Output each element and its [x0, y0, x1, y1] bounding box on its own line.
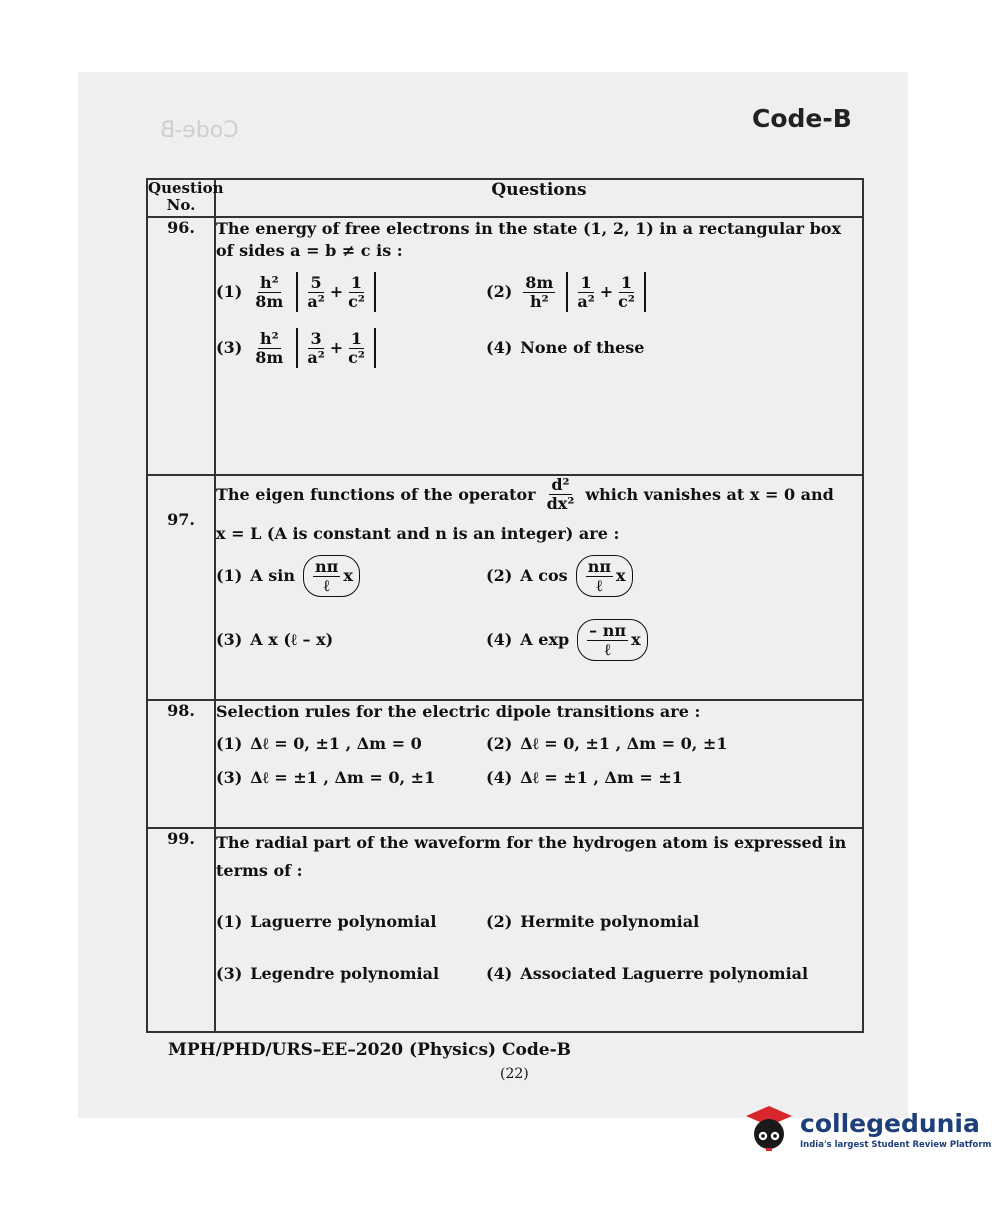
options-grid	[216, 911, 862, 985]
code-header: Code-B	[752, 104, 852, 133]
option-label: (2)	[486, 282, 513, 301]
collegedunia-logo	[744, 1104, 991, 1154]
paren-expression: $\frac{- n\pi}{\text{ℓ}}$ x	[577, 619, 647, 661]
option-4	[486, 337, 862, 359]
questions-header: Questions	[215, 179, 863, 217]
options-grid	[216, 272, 862, 368]
option-3: (3) A x (ℓ – x)	[216, 630, 334, 649]
question-number: 99.	[147, 828, 215, 1032]
option-2	[486, 272, 862, 312]
options-grid	[216, 555, 862, 661]
option-1: (1) Laguerre polynomial	[216, 912, 437, 931]
option-1: (1) Δℓ = 0, ±1 , Δm = 0	[216, 734, 422, 753]
question-stem: The radial part of the waveform for the hydrogen atom is expressed in terms of :	[216, 833, 847, 880]
logo-tagline: India's largest Student Review Platform	[800, 1139, 992, 1150]
paren-expression: $\frac{n\pi}{\text{ℓ}}$ x	[576, 555, 633, 597]
graduate-mascot-icon	[744, 1104, 794, 1154]
table-header-row	[147, 179, 863, 217]
option-label: (1)	[216, 282, 243, 301]
question-number: 96.	[147, 217, 215, 475]
option-text: None of these	[520, 338, 645, 357]
option-3	[216, 328, 486, 368]
page-number: (22)	[500, 1066, 529, 1082]
option-label: (4)	[486, 338, 513, 357]
prefactor-fraction: $\frac{\text{h²}}{8m}$	[255, 328, 284, 367]
question-body	[215, 828, 863, 1032]
option-3: (3) Legendre polynomial	[216, 964, 440, 983]
questions-table	[146, 178, 864, 1033]
question-body	[215, 700, 863, 828]
question-number: 98.	[147, 700, 215, 828]
option-1: (1) A sin $\frac{n\pi}{\text{ℓ}}$ x	[216, 555, 486, 597]
question-row-96	[147, 217, 863, 475]
question-no-header: Question No.	[147, 179, 215, 217]
bracket-expression: $\frac{1}{\text{a²}}$ + $\frac{1}{\text{c²}}$	[566, 272, 646, 312]
options-grid	[216, 733, 862, 789]
option-label: (3)	[216, 338, 243, 357]
option-4: (4) A exp $\frac{- n\pi}{\text{ℓ}}$ x	[486, 619, 862, 661]
bracket-expression: $\frac{5}{\text{a²}}$ + $\frac{1}{\text{c²}}$	[296, 272, 376, 312]
question-stem: Selection rules for the electric dipole transitions are :	[216, 702, 701, 721]
option-2: (2) Hermite polynomial	[486, 912, 700, 931]
prefactor-fraction: $\frac{8m}{\text{h²}}$	[525, 272, 554, 311]
bracket-expression: $\frac{3}{\text{a²}}$ + $\frac{1}{\text{c²}}$	[296, 328, 376, 368]
option-4: (4) Δℓ = ±1 , Δm = ±1	[486, 768, 683, 787]
option-4: (4) Associated Laguerre polynomial	[486, 964, 809, 983]
question-row-97	[147, 475, 863, 700]
question-stem: The eigen functions of the operator $\frac{\text{d²}}{\text{dx²}}$ which vanishes at x = 0 and	[216, 475, 834, 513]
option-2: (2) A cos $\frac{n\pi}{\text{ℓ}}$ x	[486, 555, 862, 597]
operator-fraction: $\frac{\text{d²}}{\text{dx²}}$	[546, 475, 575, 513]
option-1	[216, 272, 486, 312]
question-body	[215, 217, 863, 475]
question-stem: The energy of free electrons in the state (1, 2, 1) in a rectangular box of sides a = b ≠ c is :	[216, 219, 841, 260]
footer-title: MPH/PHD/URS–EE–2020 (Physics) Code-B	[168, 1040, 572, 1060]
option-3: (3) Δℓ = ±1 , Δm = 0, ±1	[216, 768, 436, 787]
paren-expression: $\frac{n\pi}{\text{ℓ}}$ x	[303, 555, 360, 597]
logo-name: collegedunia	[800, 1108, 980, 1138]
question-row-98	[147, 700, 863, 828]
prefactor-fraction: $\frac{\text{h²}}{8m}$	[255, 272, 284, 311]
bleedthrough-code: Code-B	[160, 118, 239, 143]
question-number: 97.	[147, 475, 215, 700]
question-body	[215, 475, 863, 700]
option-2: (2) Δℓ = 0, ±1 , Δm = 0, ±1	[486, 734, 728, 753]
question-stem-line2: x = L (A is constant and n is an integer) are :	[216, 524, 620, 543]
logo-text	[800, 1109, 991, 1150]
question-row-99	[147, 828, 863, 1032]
